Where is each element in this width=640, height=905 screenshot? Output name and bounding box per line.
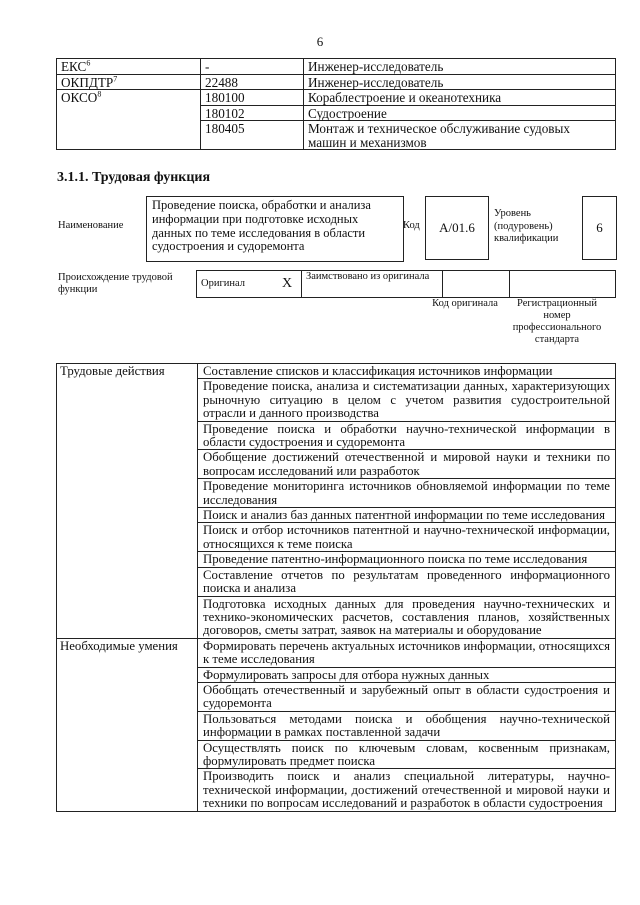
table-row (57, 364, 616, 379)
section-title: 3.1.1. Трудовая функция (57, 170, 211, 185)
classifier-code: 180405 (201, 121, 304, 150)
classifier-title: Монтаж и техническое обслуживание судовых машин и механизмов (304, 121, 616, 150)
origin-label: Происхождение трудовой функции (58, 272, 173, 295)
classifier-title: Кораблестроение и океанотехника (304, 90, 616, 106)
original-label: Оригинал (197, 271, 274, 298)
labor-action-item: Обобщение достижений отечественной и мировой науки и техники по вопросам исследований или разработок (198, 450, 616, 479)
skill-item: Формировать перечень актуальных источников информации, относящихся к теме исследования (198, 638, 616, 667)
classifier-title: Инженер-исследователь (304, 74, 616, 90)
classifier-code: 180100 (201, 90, 304, 106)
registration-number-cell (510, 271, 616, 298)
original-mark: X (273, 271, 302, 298)
skill-item: Обобщать отечественный и зарубежный опыт в области судостроения и судоремонта (198, 682, 616, 711)
classifier-table (56, 58, 616, 150)
code-label: Код (403, 220, 420, 231)
skill-item: Производить поиск и анализ специальной литературы, научно-технической информации, достижений отечественной и мировой науки и техники по вопросам исследований и разработок в области судостроения (198, 769, 616, 811)
classifier-name: ОКПДТР$^7$ (57, 74, 201, 90)
borrowed-label: Заимствовано из оригинала (302, 271, 443, 298)
skills-label: Необходимые умения (57, 638, 198, 811)
table-row (57, 59, 616, 75)
labor-action-item: Поиск и отбор источников патентной и научно-технической информации, относящихся к теме поиска (198, 523, 616, 552)
function-code-value: A/01.6 (425, 196, 489, 260)
table-row (57, 74, 616, 90)
labor-action-item: Составление отчетов по результатам проведенного информационного поиска и анализа (198, 567, 616, 596)
labor-action-item: Проведение поиска и обработки научно-технической информации в области судостроения и судоремонта (198, 421, 616, 450)
reg-caption: Регистрационный номер профессионального стандарта (512, 298, 602, 345)
labor-action-item: Составление списков и классификация источников информации (198, 364, 616, 379)
classifier-code: 180102 (201, 105, 304, 121)
classifier-title: Инженер-исследователь (304, 59, 616, 75)
function-name-value: Проведение поиска, обработки и анализа информации при подготовке исходных данных по теме исследования в области судостроения и судоремонта (146, 196, 404, 262)
skill-item: Пользоваться методами поиска и обобщения научно-технической информации в рамках поставленной задачи (198, 711, 616, 740)
original-code-cell (443, 271, 510, 298)
origin-table (196, 270, 616, 298)
labor-action-item: Поиск и анализ баз данных патентной информации по теме исследования (198, 508, 616, 523)
skill-item: Осуществлять поиск по ключевым словам, косвенным признакам, формулировать предмет поиска (198, 740, 616, 769)
page-number: 6 (316, 34, 324, 49)
code-caption: Код оригинала (432, 298, 498, 309)
level-value: 6 (582, 196, 617, 260)
labor-action-item: Проведение мониторинга источников обновляемой информации по теме исследования (198, 479, 616, 508)
level-label: Уровень (подуровень) квалификации (494, 208, 559, 244)
classifier-title: Судостроение (304, 105, 616, 121)
labor-action-item: Подготовка исходных данных для проведения научно-технических и технико-экономических расчетов, составления планов, хозяйственных договоров, сметы затрат, заявок на материалы и оборудование (198, 596, 616, 638)
classifier-name: ОКСО$^8$ (57, 90, 201, 150)
table-row (57, 638, 616, 667)
classifier-code: 22488 (201, 74, 304, 90)
skill-item: Формулировать запросы для отбора нужных данных (198, 667, 616, 682)
table-row (57, 90, 616, 106)
name-label: Наименование (58, 220, 124, 231)
labor-action-item: Проведение поиска, анализа и систематизации данных, характеризующих рыночную ситуацию в целом с учетом развития судостроительной отрасли и данного производства (198, 379, 616, 421)
classifier-code: - (201, 59, 304, 75)
labor-actions-label: Трудовые действия (57, 364, 198, 639)
function-details-table (56, 363, 616, 812)
labor-action-item: Проведение патентно-информационного поиска по теме исследования (198, 552, 616, 567)
classifier-name: ЕКС$^6$ (57, 59, 201, 75)
